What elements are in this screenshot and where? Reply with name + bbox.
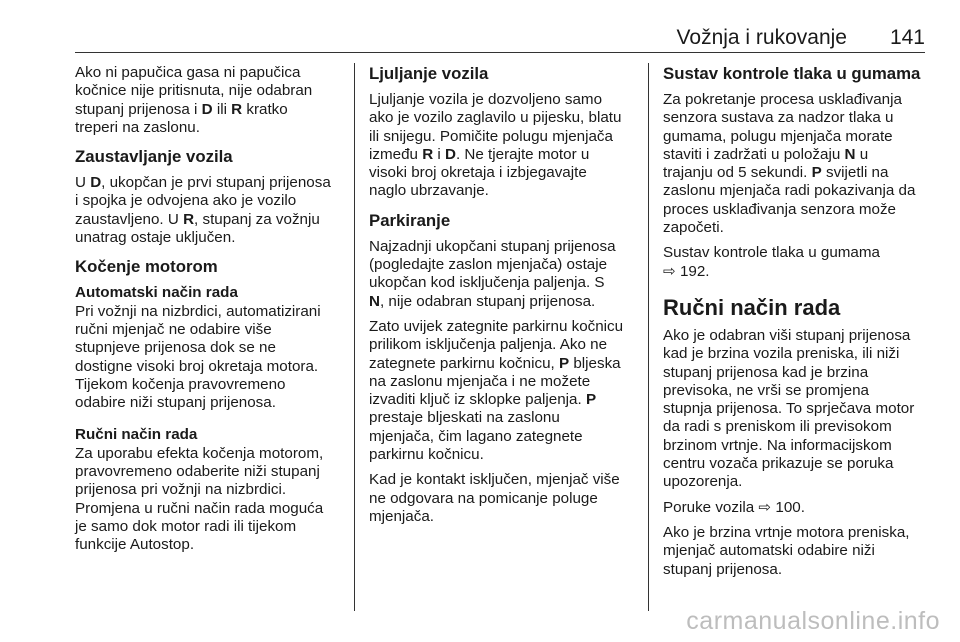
page-ref-arrow-icon: ⇨: [758, 498, 772, 516]
page-number: 141: [889, 26, 925, 49]
section-heading: Ljuljanje vozila: [369, 64, 489, 83]
column-1: [75, 64, 343, 562]
paragraph: U D, ukopčan je prvi stupanj prijenosa i spojka je odvojena ako je vozilo zaustavljeno. U R, stupanj za vožnju unatrag ostaje uključen.: [75, 174, 331, 247]
page-reference[interactable]: 192.: [679, 262, 710, 280]
column-divider: [354, 63, 355, 611]
section-heading: Kočenje motorom: [75, 257, 218, 277]
paragraph: Ako ni papučica gasa ni papučica kočnice nije pritisnuta, nije odabran stupanj prijenosa i D ili R kratko treperi na zaslonu.: [75, 64, 313, 136]
section-heading: Sustav kontrole tlaka u gumama: [663, 64, 921, 83]
page-title: Vožnja i rukovanje: [676, 26, 847, 49]
paragraph: Ljuljanje vozila je dozvoljeno samo ako je vozilo zaglavilo u pijesku, blatu ili snijegu. Pomičite polugu mjenjača između R i D. Ne tjerajte motor u visoki broj okretaja i izbjegavajte naglo ubrzavanje.: [369, 91, 622, 200]
paragraph: Ako je brzina vrtnje motora preniska, mjenjač automatski odabire niži stupanj prijenosa.: [663, 523, 910, 578]
paragraph: Poruke vozila ⇨ 100.: [663, 498, 805, 516]
paragraph: Za pokretanje procesa usklađivanja senzora sustava za nadzor tlaka u gumama, polugu mjenjača morate staviti i zadržati u položaju N u trajanju od 5 sekundi. P svijetli na zaslonu mjenjača radi pokazivanja da proces usklađivanja senzora može započeti.: [663, 91, 916, 237]
subsection-heading: Ručni način rada: [75, 426, 198, 444]
page-reference[interactable]: 100.: [775, 498, 805, 516]
paragraph: Najzadnji ukopčani stupanj prijenosa (pogledajte zaslon mjenjača) ostaje ukopčan kod isključenja paljenja. S N, nije odabran stupanj prijenosa.: [369, 237, 616, 310]
page-ref-arrow-icon: ⇨: [663, 262, 676, 280]
paragraph: Ako je odabran viši stupanj prijenosa kad je brzina vozila preniska, ili niži stupanj prijenosa kad je brzina previsoka, ne vrši se promjena stupnja prijenosa. To sprječava motor da radi s preniskom ili previsokom brzinom vrtnje. Na informacijskom centru vozača prikazuje se poruka upozorenja.: [663, 326, 915, 491]
subsection-heading: Automatski način rada: [75, 284, 238, 302]
column-2: [369, 64, 637, 533]
column-divider: [648, 63, 649, 611]
page-header: [75, 18, 925, 53]
section-heading: Ručni način rada: [663, 294, 841, 320]
paragraph: Za uporabu efekta kočenja motorom, pravovremeno odaberite niži stupanj prijenosa pri vožnji na nizbrdici. Promjena u ručni način rada moguća je samo dok motor radi ili tijekom funkcije Autostop.: [75, 444, 324, 554]
watermark: carmanualsonline.info: [686, 607, 940, 635]
section-heading: Zaustavljanje vozila: [75, 147, 233, 167]
paragraph: Kad je kontakt isključen, mjenjač više ne odgovara na pomicanje poluge mjenjača.: [369, 471, 620, 525]
paragraph: Zato uvijek zategnite parkirnu kočnicu prilikom isključenja paljenja. Ako ne zategnete parkirnu kočnicu, P bljeska na zaslonu mjenjača i ne možete izvaditi ključ iz sklopke paljenja. P prestaje bljeskati na zaslonu mjenjača, čim lagano zategnete parkirnu kočnicu.: [369, 317, 624, 464]
column-3: [663, 64, 933, 586]
section-heading: Parkiranje: [369, 210, 451, 230]
paragraph: Pri vožnji na nizbrdici, automatizirani ručni mjenjač ne odabire više stupnjeve prijenosa dok se ne dostigne visoki broj okretaja motora. Tijekom kočenja pravovremeno odabire niži stupanj prijenosa.: [75, 302, 321, 412]
paragraph: Sustav kontrole tlaka u gumama ⇨ 192.: [663, 244, 880, 280]
